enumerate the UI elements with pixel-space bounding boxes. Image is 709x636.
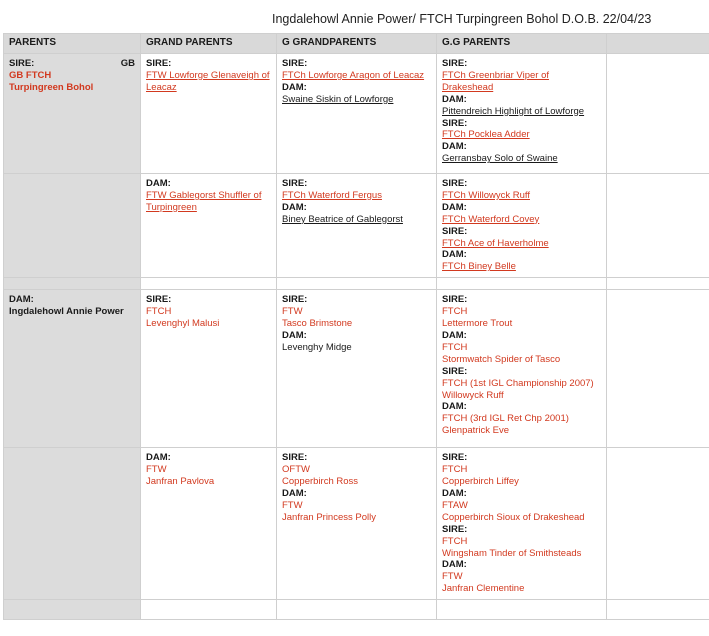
pedigree-row-dam-dam (4, 448, 709, 600)
sire-dam-cell (141, 174, 277, 278)
label: SIRE: (282, 178, 308, 189)
sire-dam-name: FTW Gablegorst Shuffler of Turpingreen (146, 189, 262, 213)
dog-name: Tasco Brimstone (282, 318, 353, 330)
dog-name: Gerransbay Solo of Swaine (442, 153, 558, 165)
label: SIRE: (442, 117, 468, 129)
label: DAM: (282, 329, 307, 341)
dam-sire-name: Levenghyl Malusi (146, 318, 220, 330)
label: SIRE: (442, 523, 468, 535)
sire-cell (4, 54, 141, 174)
label: SIRE: (442, 452, 468, 464)
dog-title: FTCH (442, 464, 468, 476)
dog-name: Levenghy Midge (282, 341, 352, 353)
dog-title: FTW (282, 499, 303, 511)
label: SIRE: (442, 365, 468, 377)
label: DAM: (282, 201, 307, 213)
label: DAM: (442, 93, 467, 105)
empty-parent-cell (4, 448, 141, 600)
label: DAM: (146, 452, 171, 464)
pedigree-row-dam-sire (4, 290, 709, 448)
sire-gb-tag: GB (120, 58, 135, 69)
label: DAM: (442, 201, 467, 213)
dog-name: FTCh Ace of Haverholme (442, 237, 549, 249)
dog-name: FTCh Biney Belle (442, 261, 516, 273)
spacer-row (4, 278, 709, 290)
dog-title: OFTW (282, 464, 310, 476)
label: SIRE: (442, 58, 468, 69)
label: DAM: (442, 329, 467, 341)
dam-cell (4, 290, 141, 448)
label: SIRE: (442, 294, 468, 306)
dog-name: Janfran Clementine (442, 583, 525, 595)
sire-title: GB FTCH (9, 69, 52, 81)
dog-name: Wingsham Tinder of Smithsteads (442, 547, 582, 559)
dog-name: Glenpatrick Eve (442, 425, 510, 437)
ggparents-cell-4 (437, 448, 607, 600)
empty-cell (607, 174, 709, 278)
dog-name: FTCh Waterford Fergus (282, 189, 382, 201)
dam-dam-name: Janfran Pavlova (146, 476, 215, 488)
sire-sire-name: FTW Lowforge Glenaveigh of Leacaz (146, 69, 270, 93)
pedigree-row-sire-dam (4, 174, 709, 278)
label: DAM: (442, 401, 467, 413)
dog-name: Lettermore Trout (442, 318, 513, 330)
dog-name: Copperbirch Ross (282, 476, 359, 488)
dog-title: FTCH (442, 535, 468, 547)
dog-name: FTCh Lowforge Aragon of Leacaz (282, 69, 425, 81)
label: DAM: (442, 141, 467, 153)
empty-parent-cell (4, 174, 141, 278)
dog-title: FTW (146, 464, 167, 476)
label: SIRE: (282, 58, 308, 69)
dog-name: Biney Beatrice of Gablegorst (282, 213, 403, 225)
header-extra (607, 34, 709, 54)
dog-title: FTCH (442, 306, 468, 318)
empty-cell (607, 54, 709, 174)
label: DAM: (282, 487, 307, 499)
dog-name: FTCh Willowyck Ruff (442, 189, 530, 201)
dog-name: Janfran Princess Polly (282, 511, 376, 523)
dog-name: Swaine Siskin of Lowforge (282, 93, 394, 105)
dog-title: FTAW (442, 499, 468, 511)
pedigree-row-sire-sire (4, 54, 709, 174)
header-g-grandparents: G GRANDPARENTS (277, 34, 437, 54)
label: DAM: (442, 249, 467, 261)
label: SIRE: (146, 294, 172, 306)
document-title: Ingdalehowl Annie Power/ FTCH Turpingreen Bohol D.O.B. 22/04/23 (272, 12, 652, 26)
ggparents-cell-1 (437, 54, 607, 174)
ggparents-cell-3 (437, 290, 607, 448)
label: DAM: (442, 559, 467, 571)
dog-title: FTW (442, 571, 463, 583)
dog-name: Pittendreich Highlight of Lowforge (442, 105, 585, 117)
label: SIRE: (282, 452, 308, 464)
ggp-cell-1 (277, 54, 437, 174)
dam-label: DAM: (9, 294, 34, 306)
dog-title: FTW (282, 306, 303, 318)
ggp-cell-2 (277, 174, 437, 278)
sire-sire-cell (141, 54, 277, 174)
ggparents-cell-2 (437, 174, 607, 278)
header-grand-parents: GRAND PARENTS (141, 34, 277, 54)
dog-title: FTCH (1st IGL Championship 2007) (442, 377, 594, 389)
ggp-cell-4 (277, 448, 437, 600)
label: SIRE: (442, 225, 468, 237)
dog-name: Copperbirch Sioux of Drakeshead (442, 511, 585, 523)
label: SIRE: (146, 58, 172, 69)
empty-cell (607, 448, 709, 600)
dog-title: FTCH (146, 306, 172, 318)
dog-name: Willowyck Ruff (442, 389, 504, 401)
dog-title: FTCH (442, 341, 468, 353)
empty-cell (607, 290, 709, 448)
dog-name: Stormwatch Spider of Tasco (442, 353, 561, 365)
label: DAM: (146, 178, 171, 189)
sire-label: SIRE: (9, 58, 35, 69)
dog-name: FTCh Pocklea Adder (442, 129, 530, 141)
header-gg-parents: G.G PARENTS (437, 34, 607, 54)
dam-name: Ingdalehowl Annie Power (9, 306, 124, 318)
label: SIRE: (442, 178, 468, 189)
label: SIRE: (282, 294, 308, 306)
dog-name: FTCh Waterford Covey (442, 213, 540, 225)
header-parents: PARENTS (4, 34, 141, 54)
dog-title: FTCH (3rd IGL Ret Chp 2001) (442, 413, 569, 425)
dam-dam-cell (141, 448, 277, 600)
dog-name: Copperbirch Liffey (442, 476, 519, 488)
dog-name: FTCh Greenbriar Viper of Drakeshead (442, 69, 550, 93)
pedigree-table (3, 33, 709, 620)
sire-name: Turpingreen Bohol (9, 81, 94, 93)
dam-sire-cell (141, 290, 277, 448)
label: DAM: (442, 487, 467, 499)
ggp-cell-3 (277, 290, 437, 448)
header-row (4, 34, 709, 54)
label: DAM: (282, 81, 307, 93)
trailing-row (4, 600, 709, 620)
